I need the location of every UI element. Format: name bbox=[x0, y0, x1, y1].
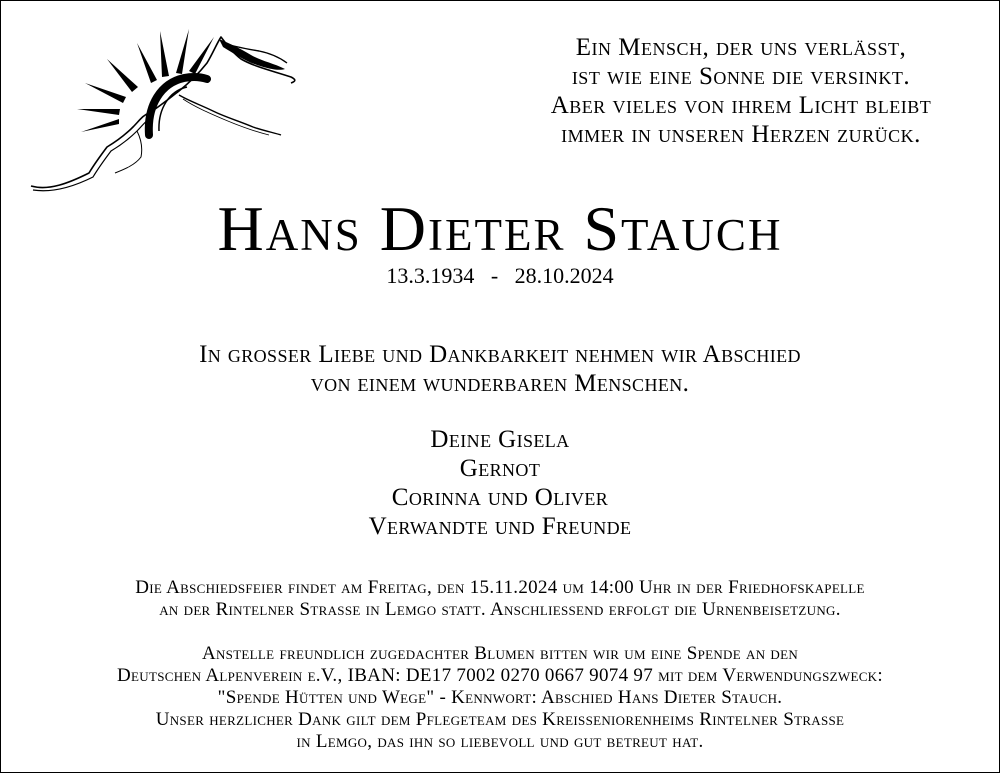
family-line: Verwandte und Freunde bbox=[368, 513, 632, 540]
donation-line: Deutschen Alpenverein e.V., IBAN: DE17 7002 0270 0667 9074 97 mit dem Verwendungszweck: bbox=[117, 665, 883, 686]
donation-line: in Lemgo, das ihn so liebevoll und gut betreut hat. bbox=[296, 731, 704, 752]
poem-line: Aber vieles von ihrem Licht bleibt bbox=[550, 92, 932, 119]
poem-line: Ein Mensch, der uns verlässt, bbox=[575, 34, 907, 61]
farewell-line: In grosser Liebe und Dankbarkeit nehmen wir Abschied bbox=[199, 341, 801, 368]
donation-line: "Spende Hütten und Wege" - Kennwort: Abschied Hans Dieter Stauch. bbox=[217, 687, 783, 708]
family-signatures bbox=[1, 425, 999, 541]
donation-info bbox=[1, 643, 999, 753]
family-line: Deine Gisela bbox=[430, 426, 570, 453]
deceased-name: Hans Dieter Stauch bbox=[217, 193, 783, 264]
ceremony-line: an der Rintelner Strasse in Lemgo statt. Anschliessend erfolgt die Urnenbeisetzung. bbox=[159, 599, 841, 620]
farewell-line: von einem wunderbaren Menschen. bbox=[310, 370, 690, 397]
family-line: Corinna und Oliver bbox=[391, 484, 609, 511]
ceremony-info bbox=[1, 577, 999, 621]
farewell-message bbox=[1, 340, 999, 398]
family-line: Gernot bbox=[459, 455, 541, 482]
ceremony-line: Die Abschiedsfeier findet am Freitag, den 15.11.2024 um 14:00 Uhr in der Friedhofskapelle bbox=[135, 577, 865, 598]
memorial-poem bbox=[501, 33, 981, 149]
sun-over-mountain-icon bbox=[29, 23, 299, 198]
poem-line: immer in unseren Herzen zurück. bbox=[561, 121, 921, 148]
donation-line: Unser herzlicher Dank gilt dem Pflegeteam des Kreisseniorenheims Rintelner Strasse bbox=[155, 709, 845, 730]
donation-line: Anstelle freundlich zugedachter Blumen bitten wir um eine Spende an den bbox=[201, 643, 799, 664]
poem-line: ist wie eine Sonne die versinkt. bbox=[571, 63, 911, 90]
life-dates: 13.3.1934 - 28.10.2024 bbox=[386, 263, 614, 288]
